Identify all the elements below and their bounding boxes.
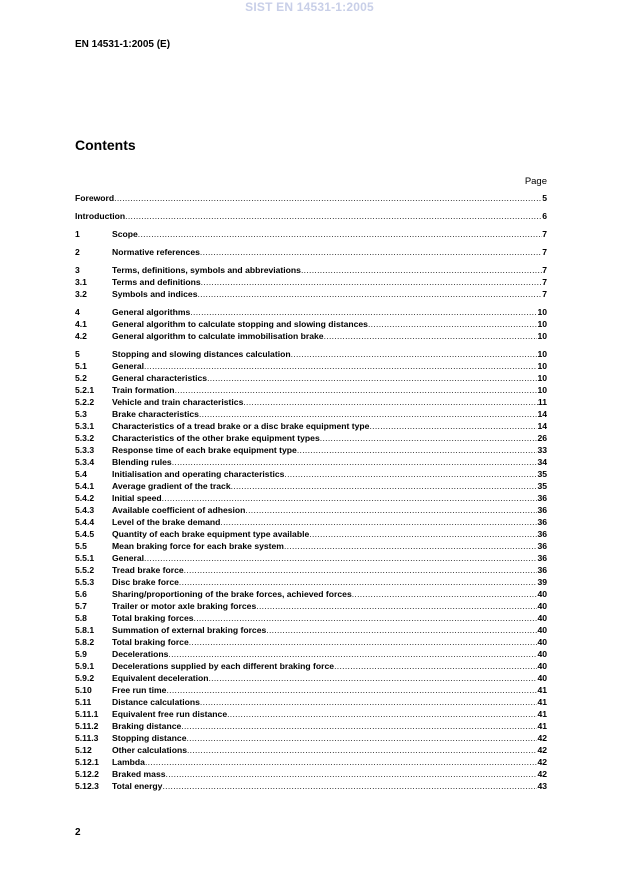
toc-entry[interactable] — [75, 540, 547, 552]
toc-entry-number: 3.1 — [75, 277, 87, 287]
toc-entry-page: 41 — [537, 697, 547, 707]
toc-entry[interactable] — [75, 192, 547, 204]
toc-dot-leader — [189, 636, 538, 648]
toc-entry[interactable] — [75, 360, 547, 372]
toc-dot-leader — [227, 708, 537, 720]
toc-dot-leader — [125, 210, 542, 222]
toc-entry-number: 5.5.2 — [75, 565, 95, 575]
contents-heading: Contents — [75, 137, 136, 153]
toc-entry-page: 41 — [537, 685, 547, 695]
toc-entry-number: 2 — [75, 247, 80, 257]
toc-entry-number: 5.5 — [75, 541, 87, 551]
toc-entry-number: 5.9 — [75, 649, 87, 659]
toc-entry[interactable] — [75, 384, 547, 396]
toc-entry-number: 5.3.3 — [75, 445, 95, 455]
toc-entry-title: Terms and definitions — [112, 277, 201, 287]
toc-entry-title: Scope — [112, 229, 138, 239]
toc-entry-number: 4.2 — [75, 331, 87, 341]
toc-entry-page: 7 — [542, 229, 547, 239]
toc-entry[interactable] — [75, 576, 547, 588]
toc-entry-title: Initialisation and operating characteristics — [112, 469, 285, 479]
toc-dot-leader — [320, 432, 538, 444]
toc-entry-page: 10 — [537, 319, 547, 329]
toc-entry-title: Disc brake force — [112, 577, 179, 587]
toc-entry-page: 7 — [542, 265, 547, 275]
toc-entry-page: 10 — [537, 349, 547, 359]
toc-entry[interactable] — [75, 672, 547, 684]
toc-entry-title: Introduction — [75, 211, 126, 221]
toc-entry-page: 41 — [537, 709, 547, 719]
toc-entry[interactable] — [75, 408, 547, 420]
toc-entry-number: 3.2 — [75, 289, 87, 299]
toc-entry-number: 5.6 — [75, 589, 87, 599]
toc-entry-title: Other calculations — [112, 745, 187, 755]
toc-entry[interactable] — [75, 264, 547, 276]
toc-entry[interactable] — [75, 588, 547, 600]
toc-entry[interactable] — [75, 504, 547, 516]
toc-entry-page: 40 — [537, 601, 547, 611]
toc-entry-page: 35 — [537, 469, 547, 479]
toc-dot-leader — [184, 564, 538, 576]
toc-entry-page: 43 — [537, 781, 547, 791]
toc-entry-title: General — [112, 361, 145, 371]
toc-entry-title: Normative references — [112, 247, 200, 257]
toc-dot-leader — [284, 540, 537, 552]
toc-entry-number: 5.4.4 — [75, 517, 95, 527]
toc-entry-number: 5.9.2 — [75, 673, 95, 683]
toc-entry-title: Response time of each brake equipment type — [112, 445, 297, 455]
toc-entry-title: Stopping distance — [112, 733, 187, 743]
toc-entry-number: 4.1 — [75, 319, 87, 329]
toc-dot-leader — [168, 648, 537, 660]
toc-entry-page: 14 — [537, 421, 547, 431]
toc-dot-leader — [175, 384, 538, 396]
toc-entry-page: 5 — [542, 193, 547, 203]
toc-dot-leader — [245, 504, 537, 516]
toc-entry-title: Sharing/proportioning of the brake forces, achieved forces — [112, 589, 352, 599]
toc-entry-title: Stopping and slowing distances calculation — [112, 349, 291, 359]
toc-entry[interactable] — [75, 768, 547, 780]
toc-entry-number: 5.3 — [75, 409, 87, 419]
toc-entry-title: Braked mass — [112, 769, 166, 779]
toc-entry[interactable] — [75, 756, 547, 768]
toc-entry[interactable] — [75, 348, 547, 360]
toc-dot-leader — [144, 360, 537, 372]
toc-entry-page: 10 — [537, 373, 547, 383]
toc-entry-number: 5.2.1 — [75, 385, 95, 395]
toc-entry-number: 5.3.1 — [75, 421, 95, 431]
toc-dot-leader — [197, 288, 542, 300]
toc-entry-title: Braking distance — [112, 721, 182, 731]
toc-entry-number: 5.11 — [75, 697, 92, 707]
toc-dot-leader — [208, 672, 537, 684]
toc-entry[interactable] — [75, 480, 547, 492]
toc-entry-title: Level of the brake demand — [112, 517, 221, 527]
toc-dot-leader — [291, 348, 538, 360]
toc-entry[interactable] — [75, 228, 547, 240]
toc-entry[interactable] — [75, 564, 547, 576]
toc-entry[interactable] — [75, 468, 547, 480]
toc-entry-title: Characteristics of a tread brake or a disc brake equipment type — [112, 421, 370, 431]
toc-entry[interactable] — [75, 732, 547, 744]
toc-dot-leader — [309, 528, 537, 540]
toc-entry-page: 36 — [537, 529, 547, 539]
toc-entry-number: 5.11.3 — [75, 733, 99, 743]
toc-dot-leader — [231, 480, 538, 492]
toc-entry-page: 7 — [542, 247, 547, 257]
toc-entry-page: 34 — [537, 457, 547, 467]
toc-entry-title: Terms, definitions, symbols and abbreviations — [112, 265, 301, 275]
toc-entry-number: 5.12.2 — [75, 769, 99, 779]
toc-dot-leader — [166, 768, 538, 780]
toc-entry[interactable] — [75, 708, 547, 720]
toc-entry-number: 3 — [75, 265, 80, 275]
toc-entry-page: 41 — [537, 721, 547, 731]
toc-dot-leader — [138, 228, 542, 240]
toc-entry[interactable] — [75, 720, 547, 732]
toc-entry[interactable] — [75, 276, 547, 288]
toc-dot-leader — [220, 516, 537, 528]
toc-entry-number: 5.10 — [75, 685, 92, 695]
toc-entry-page: 35 — [537, 481, 547, 491]
toc-entry-title: Total energy — [112, 781, 163, 791]
toc-dot-leader — [199, 408, 537, 420]
toc-entry-title: Equivalent free run distance — [112, 709, 228, 719]
toc-entry-page: 42 — [537, 769, 547, 779]
toc-entry-page: 36 — [537, 505, 547, 515]
toc-entry-title: Initial speed — [112, 493, 162, 503]
toc-dot-leader — [368, 318, 537, 330]
toc-entry-title: Lambda — [112, 757, 145, 767]
toc-entry-title: Characteristics of the other brake equipment types — [112, 433, 320, 443]
toc-entry-title: Quantity of each brake equipment type available — [112, 529, 310, 539]
toc-entry-title: General algorithm to calculate immobilisation brake — [112, 331, 324, 341]
toc-entry-number: 5.4.3 — [75, 505, 95, 515]
toc-entry[interactable] — [75, 372, 547, 384]
toc-entry-title: Decelerations supplied by each different braking force — [112, 661, 335, 671]
toc-entry-title: Average gradient of the track — [112, 481, 231, 491]
toc-entry-title: Decelerations — [112, 649, 169, 659]
toc-dot-leader — [162, 492, 538, 504]
toc-dot-leader — [145, 756, 537, 768]
toc-dot-leader — [172, 456, 538, 468]
toc-entry-number: 5.4.2 — [75, 493, 95, 503]
table-of-contents — [75, 192, 547, 792]
toc-entry[interactable] — [75, 456, 547, 468]
toc-entry-title: Mean braking force for each brake system — [112, 541, 284, 551]
toc-entry-title: General algorithms — [112, 307, 191, 317]
toc-entry-title: General — [112, 553, 145, 563]
toc-dot-leader — [114, 192, 542, 204]
toc-entry[interactable] — [75, 600, 547, 612]
toc-dot-leader — [352, 588, 538, 600]
page-number: 2 — [75, 827, 81, 838]
toc-dot-leader — [324, 330, 538, 342]
toc-entry-title: Symbols and indices — [112, 289, 198, 299]
toc-entry[interactable] — [75, 696, 547, 708]
toc-entry[interactable] — [75, 744, 547, 756]
toc-entry-page: 42 — [537, 733, 547, 743]
toc-entry-page: 7 — [542, 277, 547, 287]
toc-dot-leader — [194, 612, 538, 624]
toc-dot-leader — [200, 696, 538, 708]
toc-entry-title: Vehicle and train characteristics — [112, 397, 244, 407]
toc-entry[interactable] — [75, 492, 547, 504]
toc-entry-page: 40 — [537, 613, 547, 623]
toc-entry[interactable] — [75, 210, 547, 222]
toc-entry[interactable] — [75, 624, 547, 636]
toc-dot-leader — [186, 732, 537, 744]
toc-entry-page: 40 — [537, 661, 547, 671]
toc-entry-page: 36 — [537, 565, 547, 575]
toc-entry-title: Available coefficient of adhesion — [112, 505, 246, 515]
toc-entry-title: Blending rules — [112, 457, 172, 467]
toc-entry[interactable] — [75, 612, 547, 624]
toc-entry-page: 40 — [537, 649, 547, 659]
toc-entry-title: Distance calculations — [112, 697, 200, 707]
toc-entry-number: 5.5.3 — [75, 577, 95, 587]
toc-entry[interactable] — [75, 432, 547, 444]
toc-entry-number: 5 — [75, 349, 80, 359]
toc-dot-leader — [243, 396, 538, 408]
toc-entry-page: 36 — [537, 493, 547, 503]
toc-entry-title: Summation of external braking forces — [112, 625, 267, 635]
toc-entry-page: 10 — [537, 361, 547, 371]
toc-entry-number: 5.12.3 — [75, 781, 99, 791]
toc-dot-leader — [200, 246, 542, 258]
toc-entry[interactable] — [75, 420, 547, 432]
toc-entry-page: 40 — [537, 625, 547, 635]
toc-entry-title: Train formation — [112, 385, 175, 395]
toc-entry[interactable] — [75, 684, 547, 696]
toc-dot-leader — [334, 660, 537, 672]
toc-entry-page: 14 — [537, 409, 547, 419]
toc-entry-number: 5.5.1 — [75, 553, 95, 563]
toc-entry-page: 42 — [537, 745, 547, 755]
toc-dot-leader — [162, 780, 537, 792]
toc-dot-leader — [201, 276, 543, 288]
toc-dot-leader — [190, 306, 537, 318]
toc-dot-leader — [284, 468, 537, 480]
toc-entry-number: 5.11.1 — [75, 709, 99, 719]
toc-entry-number: 5.9.1 — [75, 661, 95, 671]
toc-entry-number: 5.11.2 — [75, 721, 99, 731]
toc-entry-number: 5.3.4 — [75, 457, 95, 467]
toc-entry-number: 1 — [75, 229, 80, 239]
toc-entry-number: 5.3.2 — [75, 433, 95, 443]
toc-dot-leader — [266, 624, 537, 636]
document-id: EN 14531-1:2005 (E) — [75, 39, 171, 50]
toc-entry-number: 5.7 — [75, 601, 87, 611]
toc-entry-title: Equivalent deceleration — [112, 673, 209, 683]
toc-entry-title: Trailer or motor axle braking forces — [112, 601, 257, 611]
toc-entry[interactable] — [75, 396, 547, 408]
toc-entry-page: 33 — [537, 445, 547, 455]
toc-entry[interactable] — [75, 444, 547, 456]
toc-entry-number: 5.1 — [75, 361, 87, 371]
toc-entry-page: 36 — [537, 541, 547, 551]
toc-entry[interactable] — [75, 780, 547, 792]
toc-entry-title: General algorithm to calculate stopping and slowing distances — [112, 319, 368, 329]
toc-dot-leader — [297, 444, 538, 456]
toc-entry-number: 5.8.1 — [75, 625, 95, 635]
toc-dot-leader — [187, 744, 537, 756]
toc-dot-leader — [207, 372, 537, 384]
toc-entry-page: 36 — [537, 517, 547, 527]
toc-entry-number: 4 — [75, 307, 80, 317]
watermark: SIST EN 14531-1:2005 — [245, 0, 374, 14]
page-column-label: Page — [524, 176, 547, 187]
toc-dot-leader — [369, 420, 537, 432]
toc-entry[interactable] — [75, 318, 547, 330]
toc-entry-page: 6 — [542, 211, 547, 221]
toc-entry-page: 40 — [537, 673, 547, 683]
toc-entry-title: Total braking forces — [112, 613, 194, 623]
toc-entry[interactable] — [75, 660, 547, 672]
toc-entry-title: Foreword — [75, 193, 115, 203]
toc-entry[interactable] — [75, 516, 547, 528]
toc-entry[interactable] — [75, 330, 547, 342]
toc-entry-page: 40 — [537, 589, 547, 599]
toc-entry[interactable] — [75, 306, 547, 318]
toc-entry-number: 5.8 — [75, 613, 87, 623]
toc-entry-page: 7 — [542, 289, 547, 299]
toc-entry[interactable] — [75, 552, 547, 564]
toc-dot-leader — [301, 264, 542, 276]
toc-entry-number: 5.12 — [75, 745, 92, 755]
toc-entry-number: 5.4 — [75, 469, 87, 479]
toc-entry[interactable] — [75, 528, 547, 540]
toc-entry-title: Tread brake force — [112, 565, 184, 575]
toc-entry-page: 40 — [537, 637, 547, 647]
toc-entry[interactable] — [75, 288, 547, 300]
toc-dot-leader — [166, 684, 537, 696]
toc-dot-leader — [179, 576, 538, 588]
toc-entry-title: Total braking force — [112, 637, 189, 647]
toc-entry-page: 39 — [537, 577, 547, 587]
toc-entry[interactable] — [75, 648, 547, 660]
toc-entry-page: 11 — [537, 397, 547, 407]
toc-entry-number: 5.2 — [75, 373, 87, 383]
toc-dot-leader — [181, 720, 537, 732]
toc-dot-leader — [256, 600, 537, 612]
toc-entry-number: 5.4.5 — [75, 529, 95, 539]
toc-entry-number: 5.12.1 — [75, 757, 99, 767]
toc-entry-title: Free run time — [112, 685, 167, 695]
toc-entry-title: General characteristics — [112, 373, 208, 383]
toc-entry-page: 10 — [537, 385, 547, 395]
toc-entry-number: 5.2.2 — [75, 397, 95, 407]
toc-entry-page: 42 — [537, 757, 547, 767]
toc-entry-title: Brake characteristics — [112, 409, 199, 419]
toc-dot-leader — [144, 552, 537, 564]
toc-entry-number: 5.4.1 — [75, 481, 95, 491]
toc-entry-number: 5.8.2 — [75, 637, 95, 647]
toc-entry-page: 36 — [537, 553, 547, 563]
toc-entry-page: 10 — [537, 331, 547, 341]
toc-entry[interactable] — [75, 246, 547, 258]
toc-entry-page: 10 — [537, 307, 547, 317]
toc-entry[interactable] — [75, 636, 547, 648]
toc-entry-page: 26 — [537, 433, 547, 443]
